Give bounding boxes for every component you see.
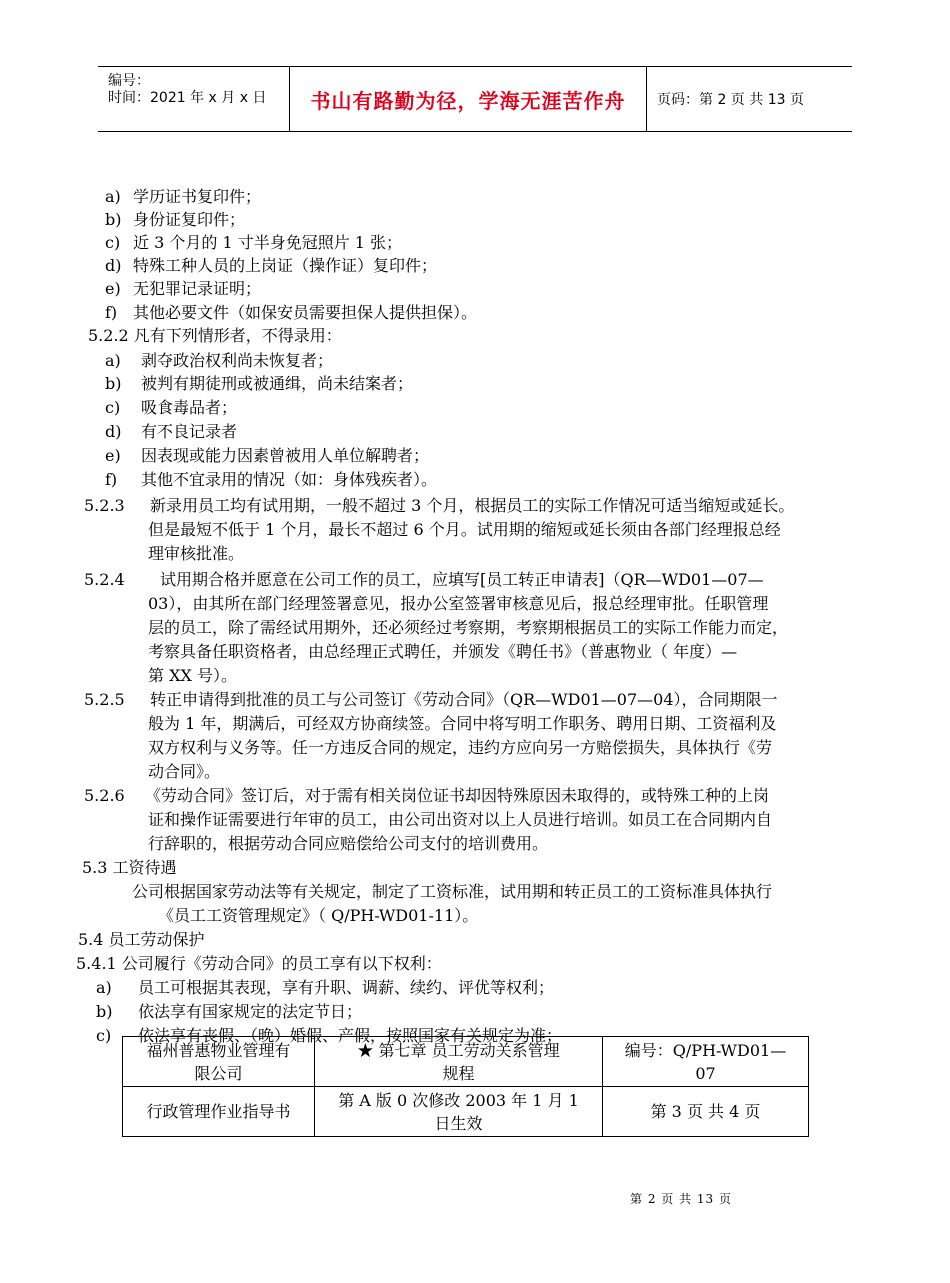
section-heading: 5.3 工资待遇 [82, 858, 177, 877]
clause-number: 5.2.6 [84, 786, 125, 805]
list-item: b) 身份证复印件； [105, 210, 246, 229]
list-item: c) 近 3 个月的 1 寸半身免冠照片 1 张； [105, 233, 403, 252]
list-item: b) 依法享有国家规定的法定节日； [96, 1002, 363, 1021]
list-item: c) 依法享有丧假、（晚）婚假、产假，按照国家有关规定为准； [96, 1026, 563, 1045]
paragraph-line: 证和操作证需要进行年审的员工，由公司出资对以上人员进行培训。如员工在合同期内自 [148, 810, 773, 829]
paragraph-line: 考察具备任职资格者，由总经理正式聘任，并颁发《聘任书》（普惠物业（ 年度）— [148, 642, 738, 661]
list-item: f) 其他必要文件（如保安员需要担保人提供担保）。 [105, 303, 478, 322]
header-motto: 书山有路勤为径，学海无涯苦作舟 [290, 67, 647, 131]
list-item: e) 无犯罪记录证明； [105, 279, 262, 298]
code-cell: 编号：Q/PH-WD01— 07 [603, 1037, 809, 1087]
header-number: 编号： [108, 73, 150, 89]
header-page: 页码：第 2 页 共 13 页 [657, 92, 804, 108]
page-header [98, 66, 852, 132]
doc-name-cell: 行政管理作业指导书 [123, 1087, 315, 1137]
list-item: d) 特殊工种人员的上岗证（操作证）复印件； [105, 256, 438, 275]
paragraph-line: 行辞职的，根据劳动合同应赔偿给公司支付的培训费用。 [148, 834, 549, 853]
paragraph-line: 第 XX 号）。 [148, 666, 237, 685]
paragraph-line: 但是最短不低于 1 个月，最长不超过 6 个月。试用期的缩短或延长须由各部门经理报总经 [148, 520, 781, 539]
paragraph-line: 般为 1 年，期满后，可经双方协商续签。合同中将写明工作职务、聘用日期、工资福利及 [148, 714, 777, 733]
clause-number: 5.2.3 [84, 496, 125, 515]
list-item: a) 剥夺政治权利尚未恢复者； [105, 351, 334, 370]
list-item: d) 有不良记录者 [105, 422, 238, 441]
paragraph-line: 动合同》。 [148, 762, 221, 781]
list-item: f) 其他不宜录用的情况（如：身体残疾者）。 [105, 470, 438, 489]
company-cell: 福州普惠物业管理有 限公司 [123, 1037, 315, 1087]
paragraph-line: 理审核批准。 [148, 544, 245, 563]
section-heading: 5.4.1 公司履行《劳动合同》的员工享有以下权利： [76, 954, 442, 973]
header-meta [98, 67, 290, 131]
paragraph-line: 转正申请得到批准的员工与公司签订《劳动合同》（QR—WD01—07—04），合同期限一 [150, 690, 778, 709]
version-cell: 第 A 版 0 次修改 2003 年 1 月 1 日生效 [315, 1087, 603, 1137]
paragraph-line: 03），由其所在部门经理签署意见，报办公室签署审核意见后，报总经理审批。任职管理 [148, 594, 769, 613]
paragraph-line: 试用期合格并愿意在公司工作的员工，应填写[员工转正申请表]（QR—WD01—07— [160, 570, 764, 589]
paragraph-line: 层的员工，除了需经试用期外，还必须经过考察期，考察期根据员工的实际工作能力而定， [148, 618, 789, 637]
chapter-cell: ★ 第七章 员工劳动关系管理 规程 [315, 1037, 603, 1087]
section-heading: 5.4 员工劳动保护 [78, 930, 205, 949]
document-info-table [122, 1036, 809, 1137]
list-item: e) 因表现或能力因素曾被用人单位解聘者； [105, 446, 430, 465]
paragraph-line: 新录用员工均有试用期，一般不超过 3 个月，根据员工的实际工作情况可适当缩短或延长。 [150, 496, 795, 515]
list-item: b) 被判有期徒刑或被通缉，尚未结案者； [105, 374, 414, 393]
paragraph-line: 双方权利与义务等。任一方违反合同的规定，违约方应向另一方赔偿损失，具体执行《劳 [148, 738, 773, 757]
page-number: 第 2 页 共 13 页 [630, 1192, 732, 1206]
pages-cell: 第 3 页 共 4 页 [603, 1087, 809, 1137]
clause-number: 5.2.4 [84, 570, 125, 589]
paragraph-line: 《员工工资管理规定》（ Q/PH-WD01-11）。 [158, 906, 479, 925]
clause-number: 5.2.5 [84, 690, 125, 709]
list-item: a) 学历证书复印件； [105, 187, 262, 206]
header-time: 时间：2021 年 x 月 x 日 [108, 90, 267, 106]
list-item: c) 吸食毒品者； [105, 398, 238, 417]
list-item: a) 员工可根据其表现，享有升职、调薪、续约、评优等权利； [96, 978, 555, 997]
paragraph-line: 公司根据国家劳动法等有关规定，制定了工资标准，试用期和转正员工的工资标准具体执行 [132, 882, 773, 901]
paragraph-line: 《劳动合同》签订后，对于需有相关岗位证书却因特殊原因未取得的，或特殊工种的上岗 [145, 786, 770, 805]
section-heading: 5.2.2 凡有下列情形者，不得录用： [88, 326, 342, 345]
